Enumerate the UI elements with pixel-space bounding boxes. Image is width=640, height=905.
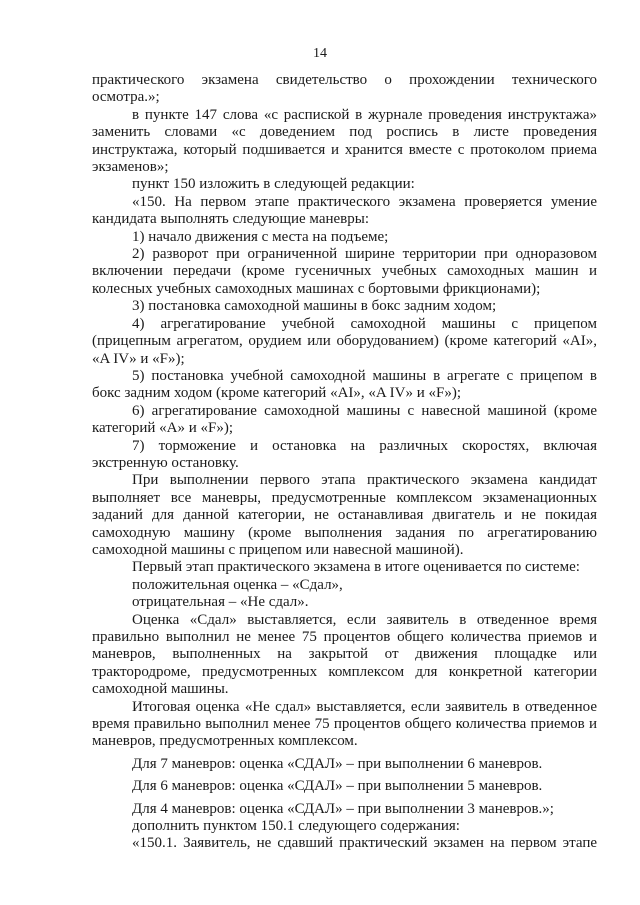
list-item-7: 7) торможение и остановка на различных скоростях, включая экстренную остановку. xyxy=(92,437,597,471)
paragraph-first-stage: При выполнении первого этапа практического экзамена кандидат выполняет все маневры, предусмотренные комплексом экзаменационных заданий для данной категории, не останавливая двигатель и не покидая самоходную машину (кроме выполнения задания по агрегатированию самоходной машины с прицепом или навесной машиной). xyxy=(92,472,597,558)
list-item-2: 2) разворот при ограниченной ширине территории при одноразовом включении передачи (кроме гусеничных учебных самоходных машин и колесных учебных самоходных машинах с бортовыми фрикционами); xyxy=(92,246,597,297)
list-item-5: 5) постановка учебной самоходной машины в агрегате с прицепом в бокс задним ходом (кроме категорий «AI», «A IV» и «F»); xyxy=(92,367,597,402)
list-item-4: 4) агрегатирование учебной самоходной машины с прицепом (прицепным агрегатом, орудием или оборудованием) (кроме категорий «AI», «A IV» и «F»); xyxy=(92,315,597,367)
list-item-6: 6) агрегатирование самоходной машины с навесной машиной (кроме категорий «A» и «F»); xyxy=(92,402,597,437)
list-item-1: 1) начало движения с места на подъеме; xyxy=(132,228,389,245)
paragraph-failed-criteria: Итоговая оценка «Не сдал» выставляется, если заявитель в отведенное время правильно выполнил менее 75 процентов общего количества приемов и маневров, предусмотренных комплексом. xyxy=(92,698,597,750)
paragraph-item-147: в пункте 147 слова «с распиской в журнале проведения инструктажа» заменить словами «с доведением под роспись в листе проведения инструктажа, который подшивается и хранится вместе с протоколом приема экзаменов»; xyxy=(92,106,597,176)
paragraph-4-maneuvers: Для 4 маневров: оценка «СДАЛ» – при выполнении 3 маневров.»; xyxy=(132,800,554,817)
paragraph-evaluation-system: Первый этап практического экзамена в итоге оценивается по системе: xyxy=(132,559,580,576)
paragraph-negative-grade: отрицательная – «Не сдал». xyxy=(132,594,309,611)
paragraph-item-150-intro: пункт 150 изложить в следующей редакции: xyxy=(132,176,415,193)
paragraph-passed-criteria: Оценка «Сдал» выставляется, если заявитель в отведенное время правильно выполнил не менее 75 процентов общего количества приемов и маневров, выполненных на закрытой от движения площадке или трактородроме, предусмотренных комплексом для конкретной категории самоходной машины. xyxy=(92,611,597,698)
page-number: 14 xyxy=(313,46,327,61)
paragraph-add-150-1: дополнить пунктом 150.1 следующего содержания: xyxy=(132,818,460,835)
paragraph-150-1-start: «150.1. Заявитель, не сдавший практический экзамен на первом этапе xyxy=(132,835,597,852)
paragraph-7-maneuvers: Для 7 маневров: оценка «СДАЛ» – при выполнении 6 маневров. xyxy=(132,755,543,772)
list-item-3: 3) постановка самоходной машины в бокс задним ходом; xyxy=(132,298,497,315)
paragraph-positive-grade: положительная оценка – «Сдал», xyxy=(132,576,343,593)
document-body xyxy=(92,72,597,853)
paragraph-150-text: «150. На первом этапе практического экзамена проверяется умение кандидата выполнять следующие маневры: xyxy=(92,193,597,228)
paragraph-6-maneuvers: Для 6 маневров: оценка «СДАЛ» – при выполнении 5 маневров. xyxy=(132,778,543,795)
paragraph-continuation: практического экзамена свидетельство о прохождении технического осмотра.»; xyxy=(92,72,597,106)
